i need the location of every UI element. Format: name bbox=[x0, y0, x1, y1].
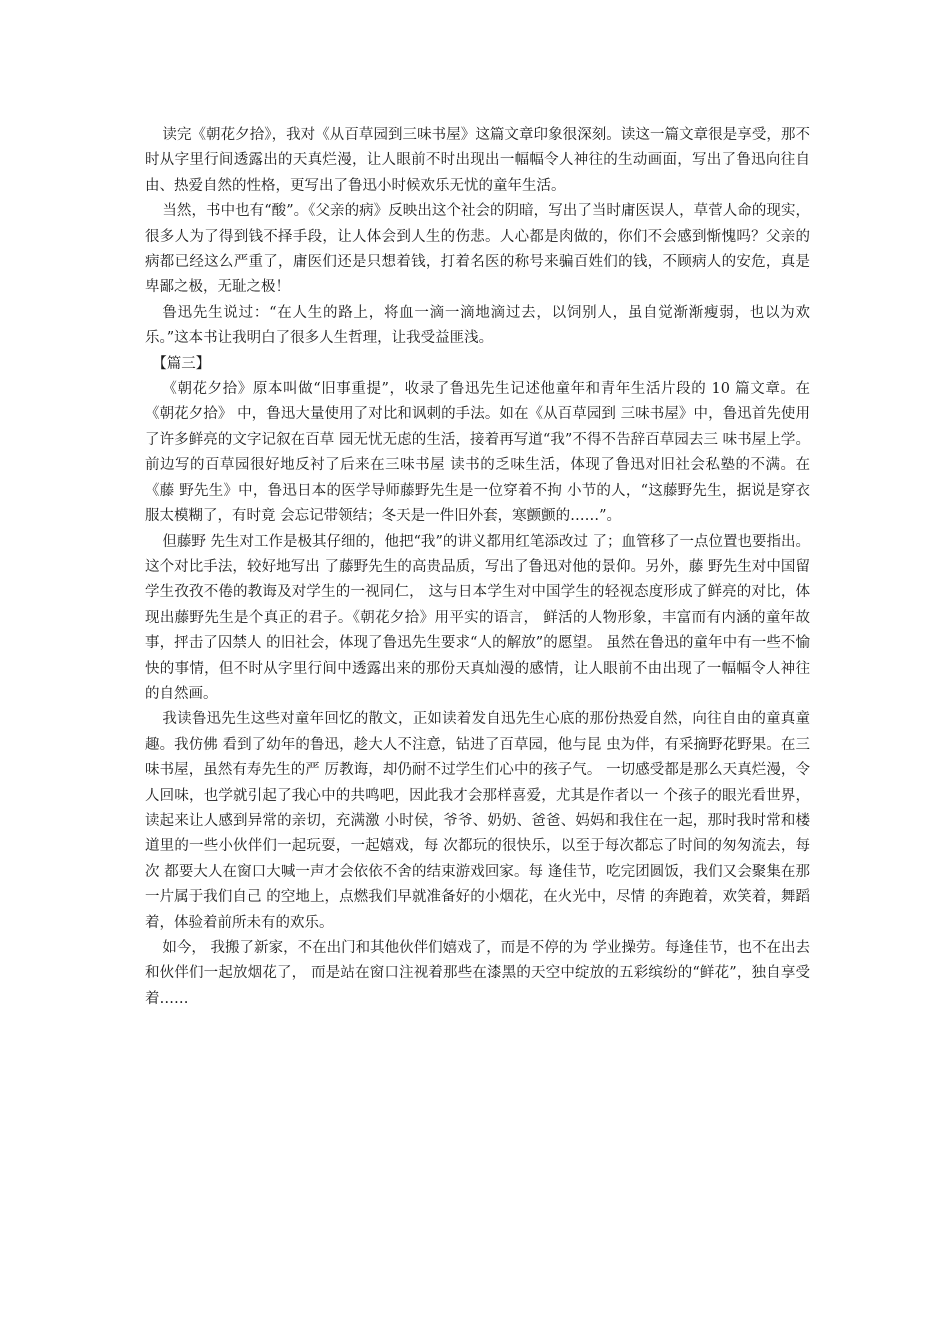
section-heading: 【篇三】 bbox=[152, 355, 211, 372]
paragraph-7: 如今， 我搬了新家，不在出门和其他伙伴们嬉戏了，而是不停的为 学业操劳。每逢佳节，也不在出去和伙伴们一起放烟花了， 而是站在窗口注视着那些在漆黑的天空中绽放的五彩缤纷的“鲜花”，独自享受着…… bbox=[145, 940, 810, 1007]
document-body bbox=[145, 123, 810, 1012]
paragraph-1: 读完《朝花夕拾》，我对《从百草园到三味书屋》这篇文章印象很深刻。读这一篇文章很是享受，那不时从字里行间透露出的天真烂漫，让人眼前不时出现出一幅幅令人神往的生动画面，写出了鲁迅向往自由、热爱自然的性格，更写出了鲁迅小时候欢乐无忧的童年生活。 bbox=[145, 127, 810, 194]
paragraph-5: 但藤野 先生对工作是极其仔细的，他把“我”的讲义都用红笔添改过 了；血管移了一点位置也要指出。这个对比手法，较好地写出 了藤野先生的高贵品质，写出了鲁迅对他的景仰。另外，藤 野先生对中国留学生孜孜不倦的教诲及对学生的一视同仁， 这与日本学生对中国学生的轻视态度形成了鲜亮的对比，体现出藤野先生是个真正的君子。《朝花夕拾》用平实的语言， 鲜活的人物形象，丰富而有内涵的童年故事，抨击了囚禁人 的旧社会，体现了鲁迅先生要求“人的解放”的愿望。 虽然在鲁迅的童年中有一些不愉快的事情，但不时从字里行间中透露出来的那份天真灿漫的感情，让人眼前不由出现了一幅幅令人神往的自然画。 bbox=[145, 533, 810, 702]
paragraph-3: 鲁迅先生说过：“在人生的路上，将血一滴一滴地滴过去，以饲别人，虽自觉渐渐瘦弱，也以为欢乐。”这本书让我明白了很多人生哲理，让我受益匪浅。 bbox=[145, 304, 810, 347]
paragraph-2: 当然，书中也有“酸”。《父亲的病》反映出这个社会的阴暗，写出了当时庸医误人，草菅人命的现实，很多人为了得到钱不择手段，让人体会到人生的伤悲。人心都是肉做的，你们不会感到惭愧吗？父亲的病都已经这么严重了，庸医们还是只想着钱，打着名医的称号来骗百姓们的钱，不顾病人的安危，真是卑鄙之极，无耻之极！ bbox=[145, 203, 810, 296]
paragraph-6: 我读鲁迅先生这些对童年回忆的散文，正如读着发自迅先生心底的那份热爱自然，向往自由的童真童趣。我仿佛 看到了幼年的鲁迅，趁大人不注意，钻进了百草园，他与昆 虫为伴，有采摘野花野果。在三味书屋，虽然有寿先生的严 厉教诲，却仍耐不过学生们心中的孩子气。 一切感受都是那么天真烂漫，令人回味，也学就引起了我心中的共鸣吧，因此我才会那样喜爱，尤其是作者以一 个孩子的眼光看世界，读起来让人感到异常的亲切，充满激 小时侯，爷爷、奶奶、爸爸、妈妈和我住在一起，那时我时常和楼道里的一些小伙伴们一起玩耍，一起嬉戏，每 次都玩的很快乐，以至于每次都忘了时间的匆匆流去，每次 都要大人在窗口大喊一声才会依依不舍的结束游戏回家。每 逢佳节，吃完团圆饭，我们又会聚集在那一片属于我们自己 的空地上，点燃我们早就准备好的小烟花，在火光中，尽情 的奔跑着，欢笑着，舞蹈着，体验着前所未有的欢乐。 bbox=[145, 711, 810, 931]
paragraph-4: 《朝花夕拾》原本叫做“旧事重提”，收录了鲁迅先生记述他童年和青年生活片段的 10 篇文章。在《朝花夕拾》 中，鲁迅大量使用了对比和讽刺的手法。如在《从百草园到 三味书屋》中，鲁迅首先使用了许多鲜亮的文字记叙在百草 园无忧无虑的生活，接着再写道“我”不得不告辞百草园去三 味书屋上学。前边写的百草园很好地反衬了后来在三味书屋 读书的乏味生活，体现了鲁迅对旧社会私塾的不满。在《藤 野先生》中，鲁迅日本的医学导师藤野先生是一位穿着不拘 小节的人，“这藤野先生，据说是穿衣服太模糊了，有时竟 会忘记带领结；冬天是一件旧外套，寒颤颤的……”。 bbox=[145, 381, 810, 525]
